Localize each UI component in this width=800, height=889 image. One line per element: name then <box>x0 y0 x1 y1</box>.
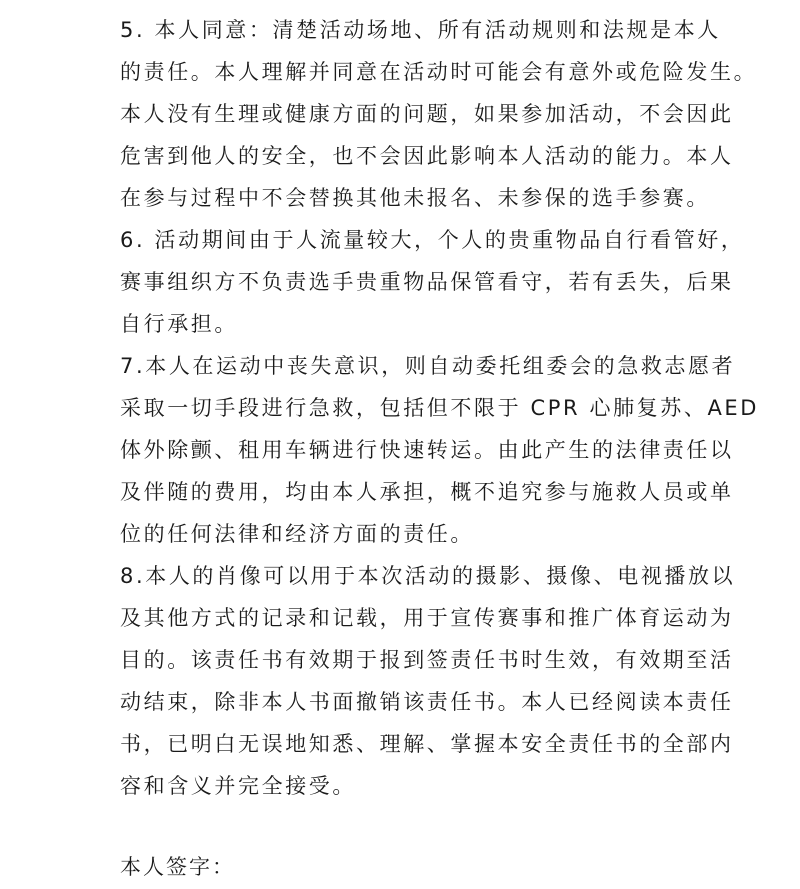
paragraph-line: 及伴随的费用，均由本人承担，概不追究参与施救人员或单 <box>120 480 734 504</box>
paragraph-line: 7.本人在运动中丧失意识，则自动委托组委会的急救志愿者 <box>120 354 736 378</box>
paragraph-line: 在参与过程中不会替换其他未报名、未参保的选手参赛。 <box>120 186 710 210</box>
paragraph-line: 6. 活动期间由于人流量较大，个人的贵重物品自行看管好， <box>120 228 745 252</box>
paragraph-line: 采取一切手段进行急救，包括但不限于 CPR 心肺复苏、AED <box>120 396 760 420</box>
paragraph-line: 危害到他人的安全，也不会因此影响本人活动的能力。本人 <box>120 144 734 168</box>
paragraph-line: 及其他方式的记录和记载，用于宣传赛事和推广体育运动为 <box>120 606 734 630</box>
paragraph-line: 5. 本人同意：清楚活动场地、所有活动规则和法规是本人 <box>120 18 721 42</box>
paragraph-line: 容和含义并完全接受。 <box>120 774 356 798</box>
paragraph-line: 体外除颤、租用车辆进行快速转运。由此产生的法律责任以 <box>120 438 734 462</box>
paragraph-line: 书，已明白无误地知悉、理解、掌握本安全责任书的全部内 <box>120 732 734 756</box>
paragraph-line: 目的。该责任书有效期于报到签责任书时生效，有效期至活 <box>120 648 734 672</box>
paragraph-line: 动结束，除非本人书面撤销该责任书。本人已经阅读本责任 <box>120 690 734 714</box>
paragraph-line: 自行承担。 <box>120 312 238 336</box>
paragraph-line: 本人没有生理或健康方面的问题，如果参加活动，不会因此 <box>120 102 734 126</box>
paragraph-line: 位的任何法律和经济方面的责任。 <box>120 522 474 546</box>
paragraph-line: 8.本人的肖像可以用于本次活动的摄影、摄像、电视播放以 <box>120 564 736 588</box>
paragraph-line: 赛事组织方不负责选手贵重物品保管看守，若有丢失，后果 <box>120 270 734 294</box>
signature-label: 本人签字： <box>120 855 235 879</box>
paragraph-line: 的责任。本人理解并同意在活动时可能会有意外或危险发生。 <box>120 60 758 84</box>
